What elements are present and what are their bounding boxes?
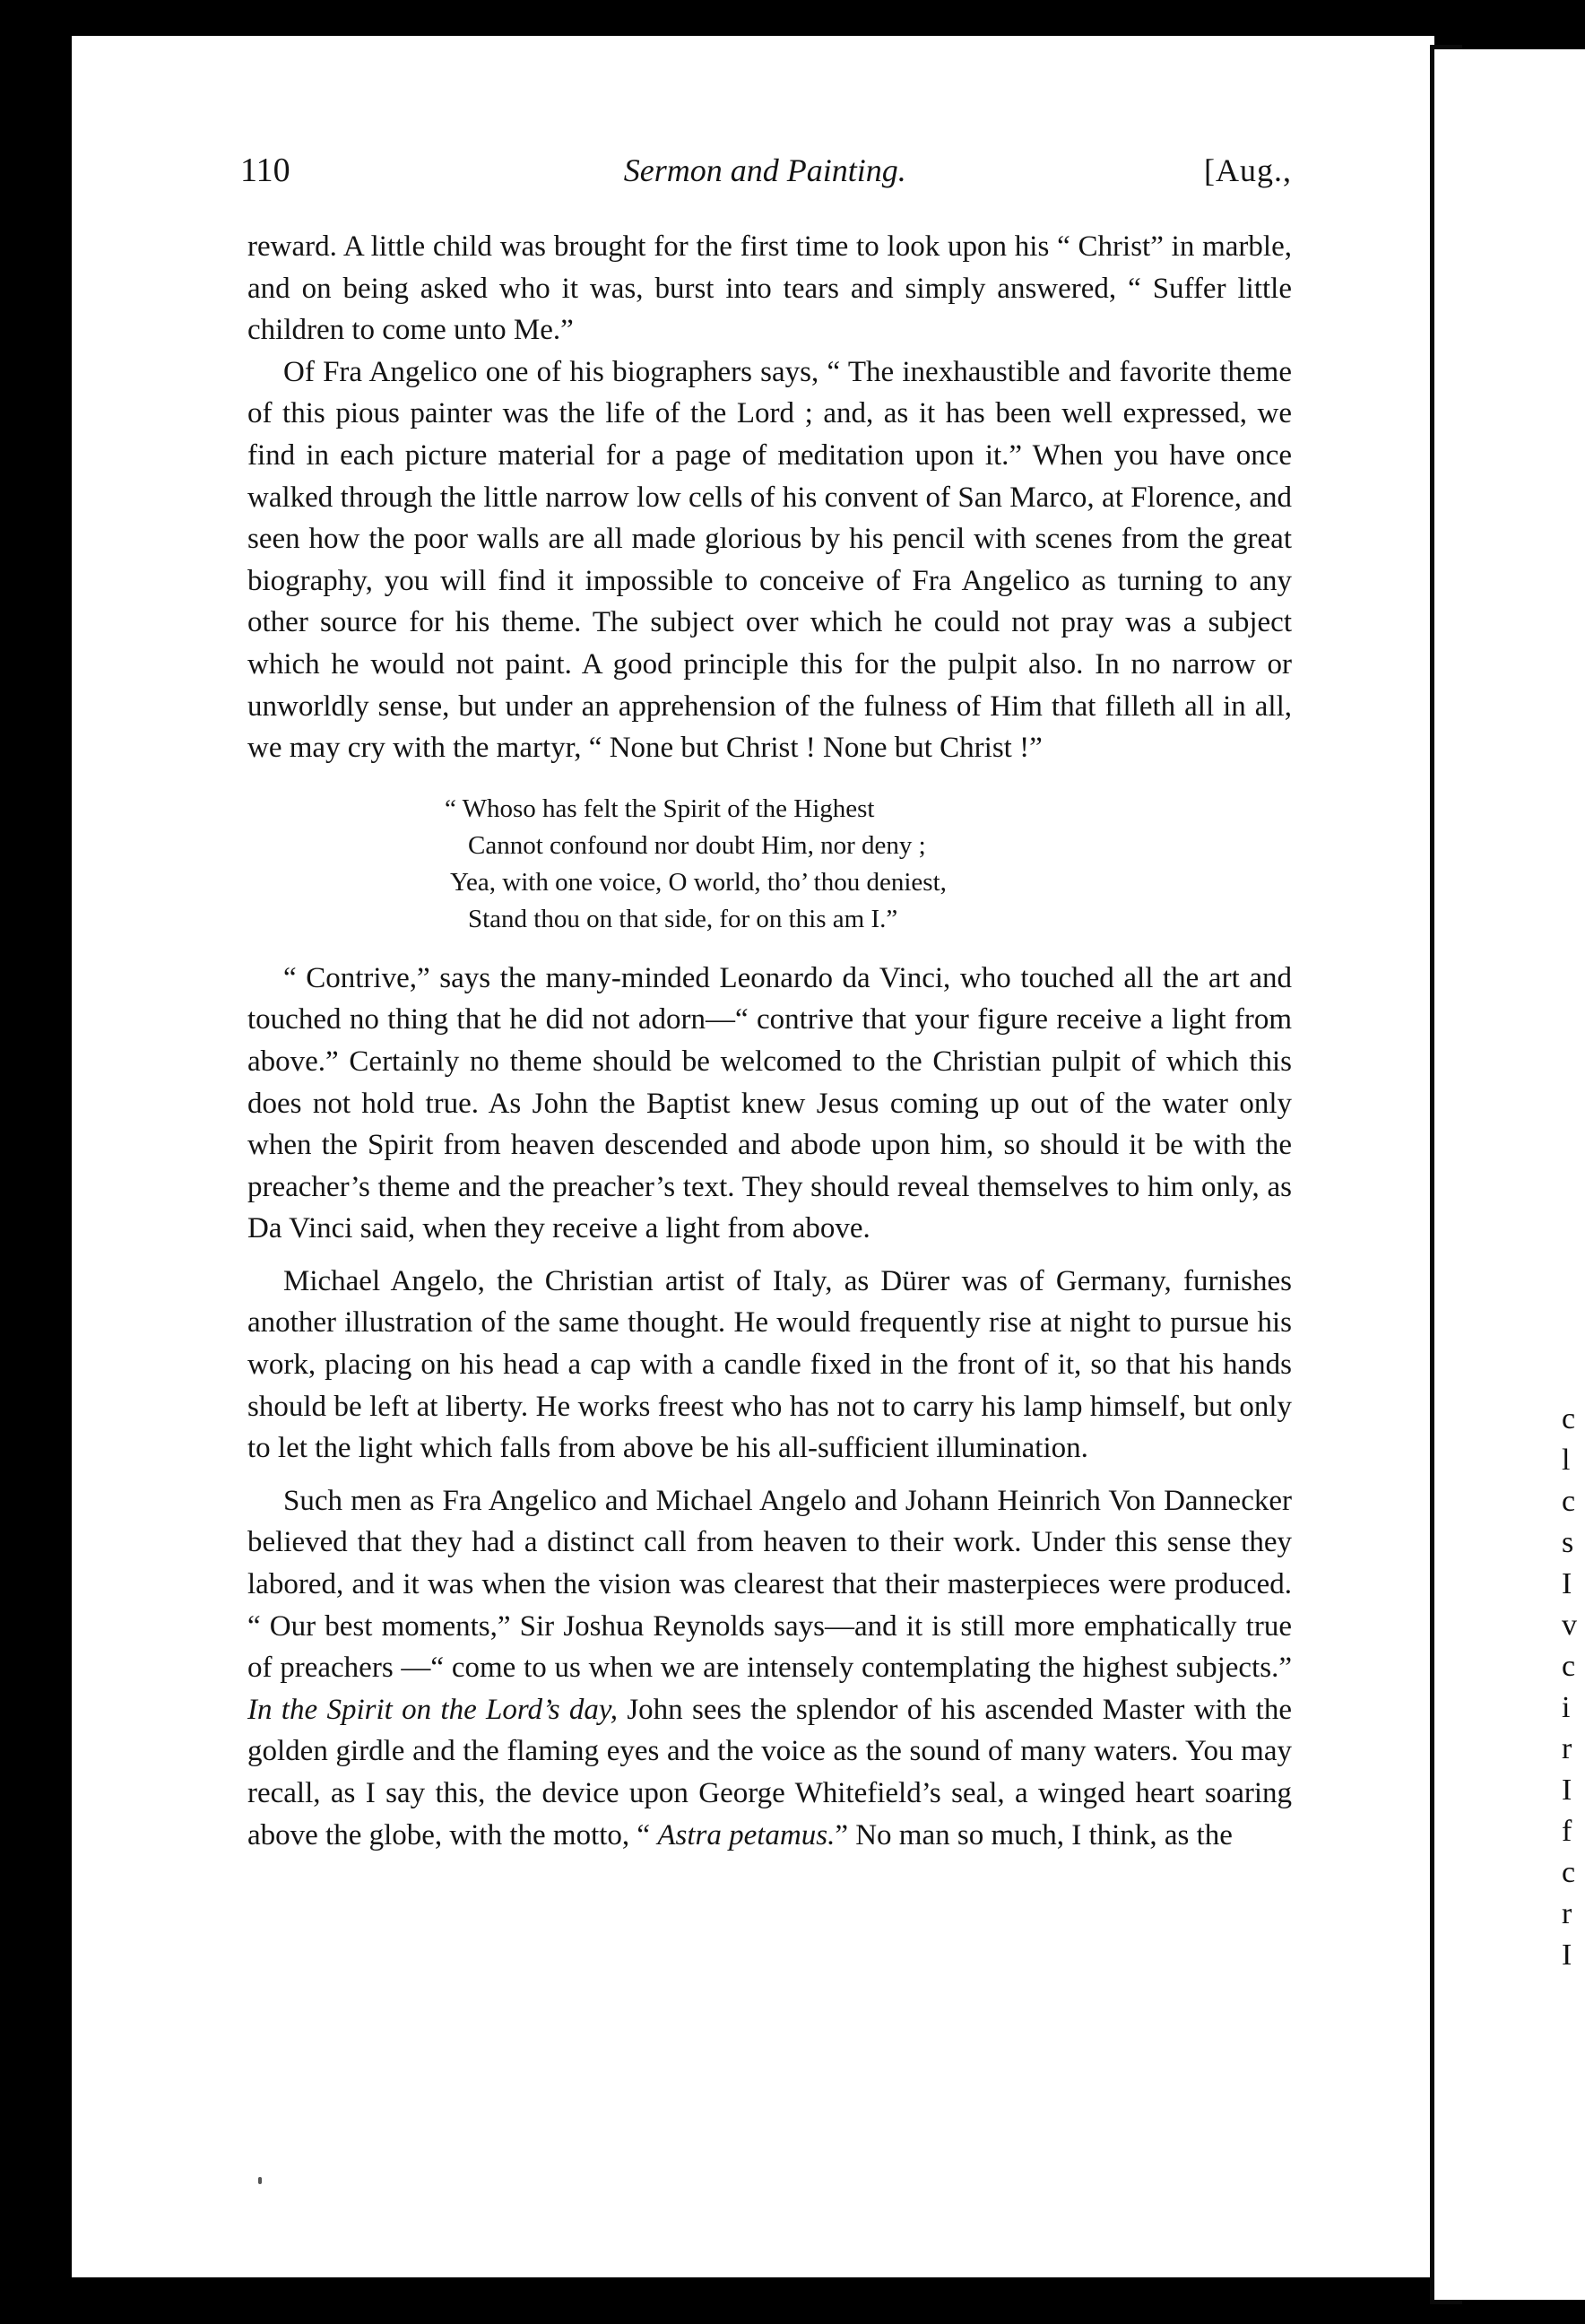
edge-letter: c — [1562, 1402, 1576, 1435]
paragraph: Of Fra Angelico one of his biographers says, “ The inexhaustible and favorite theme of this pious painter was the life of the Lord ; and, as it has been well expressed, we find in each picture material for a page of meditation upon it.” When you have once walked through the little narrow low cells of his convent of San Marco, at Florence, and seen how the poor walls are all made glorious by his pencil with scenes from the great biography, you will find it impossible to conceive of Fra Angelico as turning to any other source for his theme. The subject over which he could not pray was a subject which he would not paint. A good principle this for the pulpit also. In no narrow or unworldly sense, but under an apprehension of the fulness of Him that filleth all in all, we may cry with the martyr, “ None but Christ ! None but Christ !” — [247, 355, 1292, 765]
edge-letter: c — [1562, 1856, 1576, 1889]
paragraph: Michael Angelo, the Christian artist of Italy, as Dürer was of Germany, furnishes another illustration of the same thought. He would frequently rise at night to pursue his work, placing on his head a cap with a candle fixed in the front of it, so that his hands should be left at liberty. He works freest who has not to carry his lamp himself, but only to let the light which falls from above be his all-sufficient illumination. — [247, 1264, 1292, 1465]
page-text — [240, 151, 1292, 1856]
running-title: Sermon and Painting. — [623, 152, 906, 188]
edge-letter: I — [1562, 1938, 1572, 1972]
edge-letter: c — [1562, 1650, 1576, 1683]
edge-letter: f — [1562, 1815, 1572, 1848]
paragraph — [247, 1480, 1292, 1856]
edge-letter: I — [1562, 1567, 1572, 1600]
section-mark: [Aug., — [1203, 152, 1292, 188]
italic-text: Astra petamus. — [657, 1818, 836, 1851]
edge-letter: r — [1562, 1732, 1572, 1765]
edge-letter: c — [1562, 1485, 1576, 1518]
edge-letter: s — [1562, 1526, 1574, 1559]
paragraph: reward. A little child was brought for the first time to look upon his “ Christ” in marble, and on being asked who it was, burst into tears and simply answered, “ Suffer little children to come unto Me.” — [247, 230, 1292, 347]
page-number: 110 — [240, 152, 290, 189]
running-header — [240, 151, 1292, 226]
edge-letter: i — [1562, 1691, 1571, 1724]
verse-line: Stand thou on that side, for on this am I.” — [468, 904, 898, 933]
verse-line: “ Whoso has felt the Spirit of the Highest — [445, 793, 875, 823]
edge-letter: l — [1562, 1444, 1571, 1477]
text-run: John sees the splendor of his ascended Master with the golden girdle and the flaming eyes and the voice as the sound of many waters. You may recall, as I say this, the device upon George Whitefield’s seal, a winged heart soaring above the globe, with the motto, “ — [247, 1693, 1292, 1851]
verse-line: Yea, with one voice, O world, tho’ thou deniest, — [450, 867, 947, 897]
italic-text: In the Spirit on the Lord’s day, — [247, 1693, 618, 1726]
facing-page-letters — [1562, 1399, 1585, 1976]
edge-letter: v — [1562, 1609, 1577, 1642]
ink-speck — [258, 2177, 262, 2184]
paragraph-gap — [247, 1470, 1292, 1480]
paragraph-gap — [247, 1250, 1292, 1261]
text-run: Such men as Fra Angelico and Michael Angelo and Johann Heinrich Von Dannecker believed that they had a distinct call from heaven to their work. Under this sense they labored, and it was when the vision was clearest that their masterpieces were produced. “ Our best moments,” Sir Joshua Reynolds says—and it is still more emphatically true of preachers —“ come to us when we are intensely contemplating the highest subjects.” — [247, 1484, 1292, 1685]
text-run: ” No man so much, I think, as the — [835, 1818, 1233, 1851]
edge-letter: r — [1562, 1897, 1572, 1930]
verse-line: Cannot confound nor doubt Him, nor deny ; — [468, 830, 926, 860]
edge-letter: I — [1562, 1773, 1572, 1807]
paragraph: “ Contrive,” says the many-minded Leonardo da Vinci, who touched all the art and touched no thing that he did not adorn—“ contrive that your figure receive a light from above.” Certainly no theme should be welcomed to the Christian pulpit of which this does not hold true. As John the Baptist knew Jesus coming up out of the water only when the Spirit from heaven descended and abode upon him, so should it be with the preacher’s theme and the preacher’s text. They should reveal themselves to him only, as Da Vinci said, when they receive a light from above. — [247, 961, 1292, 1245]
verse-quotation — [445, 791, 1292, 938]
